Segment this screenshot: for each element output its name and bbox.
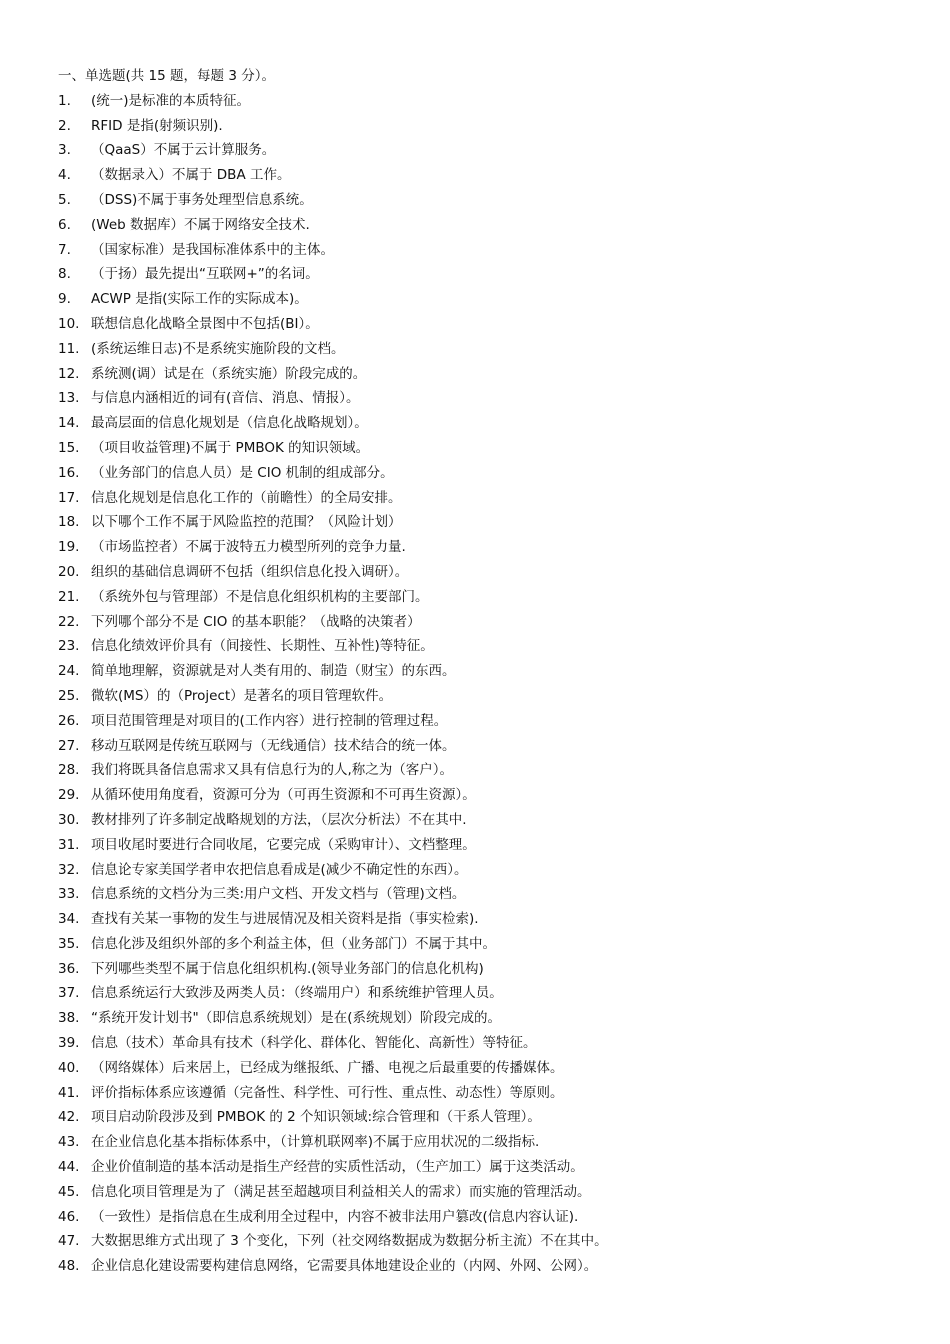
question-item [58, 1056, 918, 1081]
question-text: 在企业信息化基本指标体系中，（计算机联网率)不属于应用状况的二级指标. [91, 1134, 540, 1151]
question-text: 组织的基础信息调研不包括（组织信息化投入调研）。 [91, 563, 409, 580]
question-item [58, 833, 918, 858]
question-text: （业务部门的信息人员）是 CIO 机制的组成部分。 [91, 464, 394, 481]
question-item [58, 312, 918, 337]
question-text: 微软(MS）的（Project）是著名的项目管理软件。 [91, 687, 393, 704]
question-text: (统一)是标准的本质特征。 [91, 92, 251, 109]
question-number: 25. [58, 687, 80, 704]
question-number: 15. [58, 439, 80, 456]
question-text: （国家标准）是我国标准体系中的主体。 [91, 241, 334, 258]
question-number: 5. [58, 191, 71, 208]
question-text: （于扬）最先提出“互联网+”的名词。 [91, 266, 319, 283]
question-number: 6. [58, 216, 71, 233]
question-number: 37. [58, 985, 80, 1002]
question-number: 46. [58, 1208, 80, 1225]
question-text: （数据录入）不属于 DBA 工作。 [91, 167, 291, 184]
question-text: ACWP 是指(实际工作的实际成本)。 [91, 291, 308, 308]
question-item [58, 1006, 918, 1031]
question-text: 项目收尾时要进行合同收尾，它要完成（采购审计）、文档整理。 [91, 836, 476, 853]
question-text: 联想信息化战略全景图中不包括(BI）。 [91, 315, 319, 332]
question-number: 27. [58, 737, 80, 754]
question-number: 11. [58, 340, 80, 357]
question-text: 系统测(调）试是在（系统实施）阶段完成的。 [91, 365, 367, 382]
question-item [58, 461, 918, 486]
question-number: 42. [58, 1109, 80, 1126]
question-text: 企业价值制造的基本活动是指生产经营的实质性活动，（生产加工）属于这类活动。 [91, 1159, 584, 1176]
question-item [58, 486, 918, 511]
question-item [58, 758, 918, 783]
question-text: 查找有关某一事物的发生与进展情况及相关资料是指（事实检索). [91, 911, 479, 928]
question-item [58, 783, 918, 808]
question-number: 7. [58, 241, 71, 258]
question-text: 移动互联网是传统互联网与（无线通信）技术结合的统一体。 [91, 737, 456, 754]
question-text: （市场监控者）不属于波特五力模型所列的竞争力量. [91, 539, 406, 556]
question-number: 3. [58, 142, 71, 159]
question-item [58, 238, 918, 263]
question-number: 18. [58, 514, 80, 531]
question-number: 14. [58, 415, 80, 432]
question-number: 4. [58, 167, 71, 184]
question-text: RFID 是指(射频识别). [91, 117, 223, 134]
document-body [58, 64, 918, 1279]
question-number: 2. [58, 117, 71, 134]
question-number: 26. [58, 712, 80, 729]
question-item [58, 585, 918, 610]
question-item [58, 709, 918, 734]
question-text: (Web 数据库）不属于网络安全技术. [91, 216, 310, 233]
question-number: 40. [58, 1059, 80, 1076]
question-text: “系统开发计划书"（即信息系统规划）是在(系统规划）阶段完成的。 [91, 1010, 501, 1027]
question-item [58, 337, 918, 362]
question-number: 23. [58, 638, 80, 655]
question-text: 信息论专家美国学者申农把信息看成是(减少不确定性的东西）。 [91, 861, 468, 878]
question-text: 项目范围管理是对项目的(工作内容）进行控制的管理过程。 [91, 712, 448, 729]
question-number: 33. [58, 886, 80, 903]
question-number: 36. [58, 960, 80, 977]
question-number: 45. [58, 1183, 80, 1200]
question-text: （网络媒体）后来居上，已经成为继报纸、广播、电视之后最重要的传播媒体。 [91, 1059, 564, 1076]
question-text: 以下哪个工作不属于风险监控的范围？（风险计划） [91, 514, 402, 531]
question-item [58, 138, 918, 163]
question-text: (系统运维日志)不是系统实施阶段的文档。 [91, 340, 345, 357]
question-number: 30. [58, 811, 80, 828]
question-number: 31. [58, 836, 80, 853]
question-item [58, 1031, 918, 1056]
question-item [58, 1105, 918, 1130]
question-text: （系统外包与管理部）不是信息化组织机构的主要部门。 [91, 588, 429, 605]
question-number: 35. [58, 935, 80, 952]
question-text: （项目收益管理)不属于 PMBOK 的知识领域。 [91, 439, 370, 456]
question-item [58, 684, 918, 709]
question-item [58, 1081, 918, 1106]
question-text: 项目启动阶段涉及到 PMBOK 的 2 个知识领域:综合管理和（干系人管理）。 [91, 1109, 541, 1126]
question-number: 21. [58, 588, 80, 605]
question-number: 12. [58, 365, 80, 382]
question-number: 1. [58, 92, 71, 109]
question-number: 34. [58, 911, 80, 928]
question-item [58, 114, 918, 139]
question-list [58, 89, 918, 1279]
question-number: 32. [58, 861, 80, 878]
question-item [58, 411, 918, 436]
question-number: 22. [58, 613, 80, 630]
question-text: 信息化规划是信息化工作的（前瞻性）的全局安排。 [91, 489, 402, 506]
question-number: 16. [58, 464, 80, 481]
question-number: 20. [58, 563, 80, 580]
question-item [58, 436, 918, 461]
question-item [58, 659, 918, 684]
question-item [58, 362, 918, 387]
question-item [58, 882, 918, 907]
question-text: 信息系统运行大致涉及两类人员：（终端用户）和系统维护管理人员。 [91, 985, 503, 1002]
question-number: 28. [58, 762, 80, 779]
question-item [58, 510, 918, 535]
question-number: 39. [58, 1035, 80, 1052]
question-text: 信息系统的文档分为三类:用户文档、开发文档与（管理)文档。 [91, 886, 466, 903]
question-text: （一致性）是指信息在生成利用全过程中，内容不被非法用户篡改(信息内容认证). [91, 1208, 579, 1225]
question-text: 下列哪个部分不是 CIO 的基本职能？（战略的决策者） [91, 613, 421, 630]
question-text: 企业信息化建设需要构建信息网络，它需要具体地建设企业的（内网、外网、公网）。 [91, 1258, 598, 1275]
question-number: 48. [58, 1258, 80, 1275]
question-number: 43. [58, 1134, 80, 1151]
question-number: 38. [58, 1010, 80, 1027]
question-text: 我们将既具备信息需求又具有信息行为的人,称之为（客户）。 [91, 762, 454, 779]
question-item [58, 981, 918, 1006]
question-item [58, 634, 918, 659]
question-text: （DSS)不属于事务处理型信息系统。 [91, 191, 313, 208]
question-text: 教材排列了许多制定战略规划的方法，（层次分析法）不在其中. [91, 811, 467, 828]
question-item [58, 734, 918, 759]
question-text: 信息化绩效评价具有（间接性、长期性、互补性)等特征。 [91, 638, 434, 655]
question-text: 简单地理解，资源就是对人类有用的、制造（财宝）的东西。 [91, 663, 456, 680]
question-text: 信息化项目管理是为了（满足甚至超越项目利益相关人的需求）而实施的管理活动。 [91, 1183, 591, 1200]
question-text: 大数据思维方式出现了 3 个变化，下列（社交网络数据成为数据分析主流）不在其中。 [91, 1233, 608, 1250]
question-item [58, 213, 918, 238]
question-item [58, 1130, 918, 1155]
question-number: 9. [58, 291, 71, 308]
question-item [58, 858, 918, 883]
question-item [58, 1155, 918, 1180]
question-item [58, 535, 918, 560]
section-heading: 一、单选题(共 15 题，每题 3 分）。 [58, 68, 275, 84]
question-text: 与信息内涵相近的词有(音信、消息、情报）。 [91, 390, 360, 407]
question-number: 24. [58, 663, 80, 680]
question-text: 最高层面的信息化规划是（信息化战略规划）。 [91, 415, 368, 432]
question-number: 8. [58, 266, 71, 283]
question-number: 41. [58, 1084, 80, 1101]
question-item [58, 808, 918, 833]
question-text: 从循环使用角度看，资源可分为（可再生资源和不可再生资源）。 [91, 787, 476, 804]
question-number: 19. [58, 539, 80, 556]
question-item [58, 560, 918, 585]
question-item [58, 89, 918, 114]
question-number: 13. [58, 390, 80, 407]
question-item [58, 386, 918, 411]
question-text: （QaaS）不属于云计算服务。 [91, 142, 276, 159]
question-item [58, 1205, 918, 1230]
question-text: 下列哪些类型不属于信息化组织机构.(领导业务部门的信息化机构) [91, 960, 484, 977]
question-item [58, 1254, 918, 1279]
question-item [58, 262, 918, 287]
question-number: 17. [58, 489, 80, 506]
question-item [58, 188, 918, 213]
question-item [58, 1180, 918, 1205]
question-text: 评价指标体系应该遵循（完备性、科学性、可行性、重点性、动态性）等原则。 [91, 1084, 564, 1101]
question-item [58, 287, 918, 312]
question-number: 47. [58, 1233, 80, 1250]
question-text: 信息化涉及组织外部的多个利益主体，但（业务部门）不属于其中。 [91, 935, 496, 952]
question-item [58, 957, 918, 982]
question-item [58, 907, 918, 932]
question-item [58, 163, 918, 188]
question-item [58, 932, 918, 957]
question-text: 信息（技术）革命具有技术（科学化、群体化、智能化、高新性）等特征。 [91, 1035, 537, 1052]
question-item [58, 1229, 918, 1254]
question-number: 10. [58, 315, 80, 332]
question-number: 44. [58, 1159, 80, 1176]
question-number: 29. [58, 787, 80, 804]
question-item [58, 610, 918, 635]
